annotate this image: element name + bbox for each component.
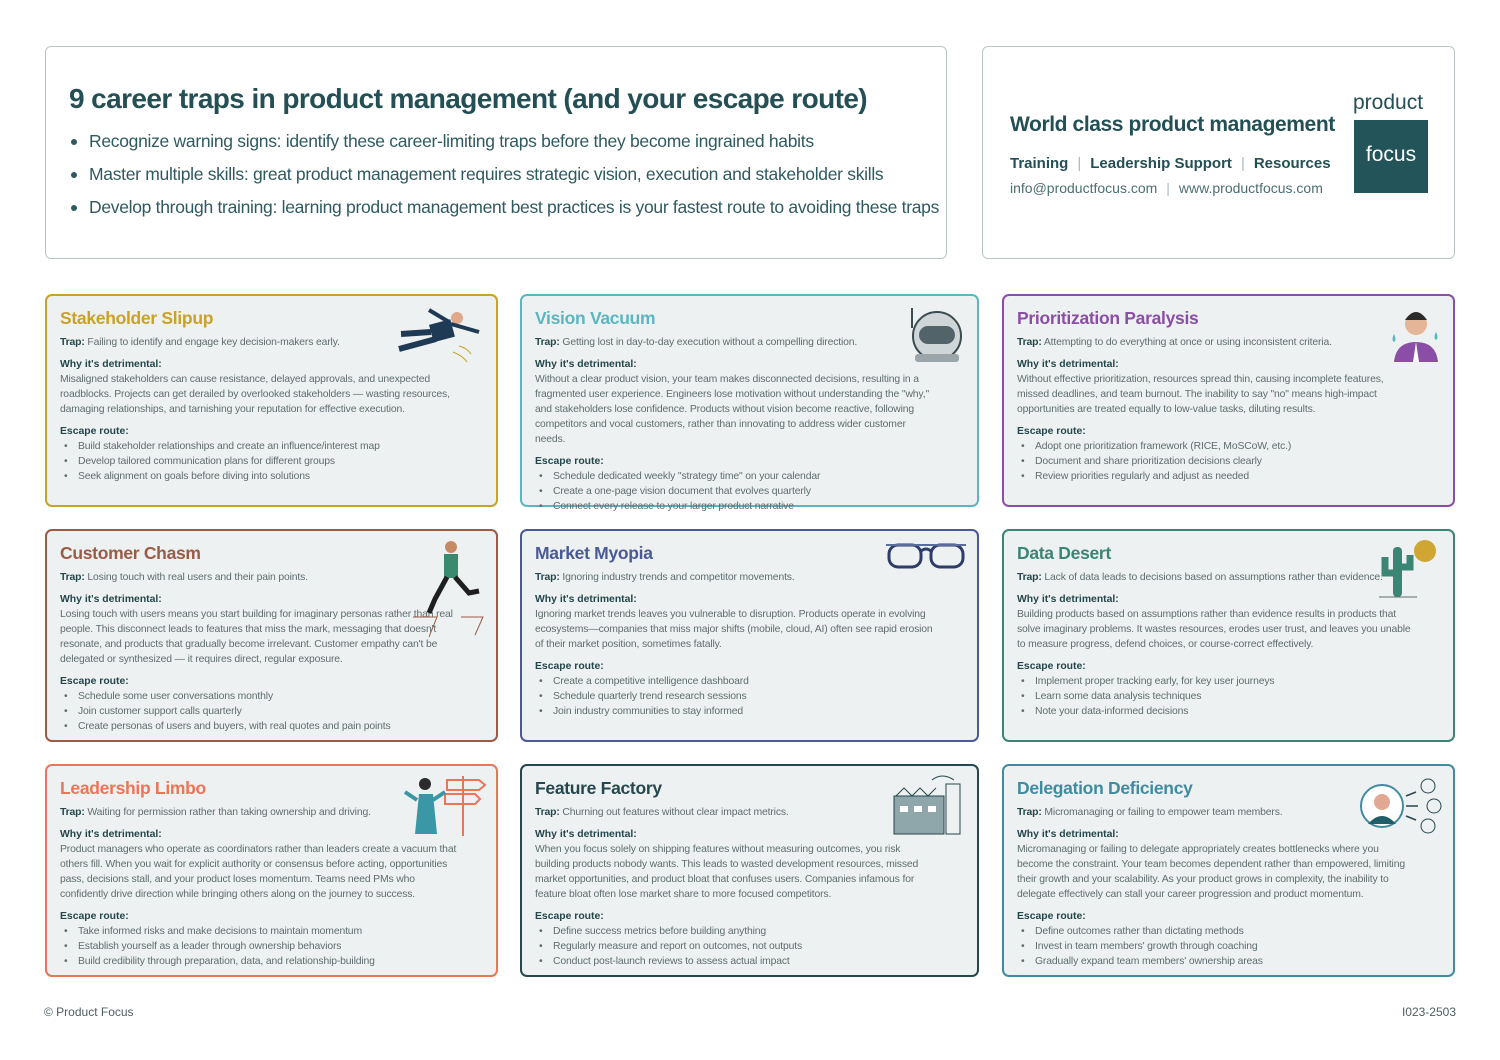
escape-item: • Define success metrics before building anything (535, 924, 977, 939)
trap-label: Trap: (535, 337, 560, 348)
brand-tagline: World class product management (1010, 113, 1335, 136)
cactus-icon (1373, 539, 1443, 604)
document-code: I023-2503 (1401, 1005, 1456, 1019)
why-text: Without a clear product vision, your team makes disconnected decisions, resulting in a fragmented user experience. Engineers lose motivation without understanding the "why," and stakeholders lose confidence. Products without vision become reactive, following competitors and vocal customers, rather than innovating to address wider customer needs. (535, 374, 929, 445)
link-leadership-support[interactable]: Leadership Support (1090, 155, 1232, 172)
escape-list (60, 689, 496, 734)
trap-text: Micromanaging or failing to empower team members. (1044, 807, 1283, 818)
card-title: Vision Vacuum (535, 308, 656, 328)
escape-item: • Connect every release to your larger product narrative (535, 499, 977, 514)
trap-text: Ignoring industry trends and competitor movements. (562, 572, 795, 583)
escape-item: • Regularly measure and report on outcomes, not outputs (535, 939, 977, 954)
escape-list (60, 439, 496, 484)
trap-text: Churning out features without clear impact metrics. (562, 807, 789, 818)
why-text: Micromanaging or failing to delegate appropriately creates bottlenecks where you become the constraint. Your team becomes dependent rather than empowered, limiting their growth and your scalability. As your product grows in complexity, the inability to delegate effectively can stall your career progression and product momentum. (1017, 844, 1405, 900)
card-title: Stakeholder Slipup (60, 308, 214, 328)
why-label: Why it's detrimental: (1017, 829, 1119, 840)
trap-card (520, 764, 979, 977)
escape-label: Escape route: (60, 676, 129, 687)
trap-card (1002, 529, 1455, 742)
escape-item: • Seek alignment on goals before diving into solutions (60, 469, 496, 484)
header-bullet: Develop through training: learning product management best practices is your fastest route to avoiding these traps (69, 191, 946, 224)
why-label: Why it's detrimental: (535, 829, 637, 840)
escape-list (1017, 924, 1453, 969)
trap-label: Trap: (535, 807, 560, 818)
escape-label: Escape route: (60, 426, 129, 437)
escape-list (535, 469, 977, 514)
escape-label: Escape route: (1017, 426, 1086, 437)
escape-label: Escape route: (535, 456, 604, 467)
escape-item: • Join customer support calls quarterly (60, 704, 496, 719)
why-label: Why it's detrimental: (60, 829, 162, 840)
escape-label: Escape route: (535, 661, 604, 672)
trap-label: Trap: (535, 572, 560, 583)
leaping-person-icon (411, 539, 486, 644)
trap-card (45, 529, 498, 742)
why-text: Misaligned stakeholders can cause resistance, delayed approvals, and unexpected roadblocks. Projects can get derailed by overlooked stakeholders — wasting resources, damaging relationships, and tarnishing your reputation for effective execution. (60, 374, 450, 415)
falling-man-icon (391, 304, 486, 369)
header-bullets (69, 125, 946, 224)
link-resources[interactable]: Resources (1253, 155, 1331, 172)
escape-item: • Build credibility through preparation, data, and relationship-building (60, 954, 496, 969)
link-training[interactable]: Training (1010, 155, 1069, 172)
trap-card (520, 529, 979, 742)
escape-item: • Create personas of users and buyers, with real quotes and pain points (60, 719, 496, 734)
logo-text-product: product (1353, 91, 1424, 114)
escape-item: • Adopt one prioritization framework (RICE, MoSCoW, etc.) (1017, 439, 1453, 454)
escape-list (535, 924, 977, 969)
page-title: 9 career traps in product management (and your escape route) (69, 83, 868, 114)
card-title: Delegation Deficiency (1017, 778, 1193, 798)
card-title: Prioritization Paralysis (1017, 308, 1199, 328)
trap-text: Attempting to do everything at once or using inconsistent criteria. (1043, 337, 1332, 348)
escape-list (1017, 439, 1453, 484)
glasses-icon (885, 539, 967, 578)
escape-item: • Implement proper tracking early, for key user journeys (1017, 674, 1453, 689)
trap-label: Trap: (1017, 337, 1042, 348)
why-label: Why it's detrimental: (535, 359, 637, 370)
why-label: Why it's detrimental: (535, 594, 637, 605)
card-title: Feature Factory (535, 778, 662, 798)
why-label: Why it's detrimental: (1017, 594, 1119, 605)
escape-item: • Create a one-page vision document that evolves quarterly (535, 484, 977, 499)
trap-text: Failing to identify and engage key decision-makers early. (87, 337, 340, 348)
escape-item: • Schedule quarterly trend research sessions (535, 689, 977, 704)
escape-list (60, 924, 496, 969)
why-label: Why it's detrimental: (1017, 359, 1119, 370)
trap-text: Waiting for permission rather than taking ownership and driving. (87, 807, 371, 818)
escape-item: • Join industry communities to stay informed (535, 704, 977, 719)
escape-item: • Review priorities regularly and adjust as needed (1017, 469, 1453, 484)
card-title: Data Desert (1017, 543, 1111, 563)
trap-text: Losing touch with real users and their pain points. (87, 572, 308, 583)
delegating-manager-icon (1358, 774, 1443, 841)
stressed-person-icon (1388, 304, 1443, 369)
copyright: © Product Focus (44, 1005, 134, 1019)
trap-card (520, 294, 979, 512)
trap-label: Trap: (1017, 807, 1042, 818)
escape-item: • Define outcomes rather than dictating methods (1017, 924, 1453, 939)
trap-text: Lack of data leads to decisions based on assumptions rather than evidence. (1044, 572, 1383, 583)
trap-card (1002, 294, 1455, 507)
trap-label: Trap: (60, 807, 85, 818)
brand-contact: info@productfocus.com | www.productfocus.com (1010, 180, 1323, 196)
card-title: Customer Chasm (60, 543, 201, 563)
escape-item: • Schedule some user conversations monthly (60, 689, 496, 704)
escape-label: Escape route: (1017, 661, 1086, 672)
trap-card (1002, 764, 1455, 977)
why-label: Why it's detrimental: (60, 594, 162, 605)
trap-label: Trap: (60, 337, 85, 348)
escape-label: Escape route: (1017, 911, 1086, 922)
why-text: Product managers who operate as coordinators rather than leaders create a vacuum that others fill. When you wait for explicit authority or consensus before acting, opportunities pass, decisions stall, and your product loses momentum. Teams need PMs who confidently drive direction while bringing others along on the journey to success. (60, 844, 457, 900)
why-text: Losing touch with users means you start building for imaginary personas rather than real people. This disconnect leads to features that miss the mark, messaging that doesn't resonate, and products that gradually become irrelevant. Customer empathy can't be delegated or synthesized — it requires direct, regular exposure. (60, 609, 453, 665)
escape-item: • Establish yourself as a leader through ownership behaviors (60, 939, 496, 954)
escape-item: • Schedule dedicated weekly "strategy time" on your calendar (535, 469, 977, 484)
why-text: Without effective prioritization, resources spread thin, causing incomplete features, missed deadlines, and team burnout. The inability to say "no" means high-impact opportunities are treated equally to low-value tasks, diluting results. (1017, 374, 1384, 415)
escape-item: • Document and share prioritization decisions clearly (1017, 454, 1453, 469)
astronaut-helmet-icon (907, 304, 967, 369)
escape-item: • Invest in team members' growth through coaching (1017, 939, 1453, 954)
escape-label: Escape route: (60, 911, 129, 922)
card-title: Leadership Limbo (60, 778, 206, 798)
header-bullet: Recognize warning signs: identify these career-limiting traps before they become ingrained habits (69, 125, 946, 158)
why-text: When you focus solely on shipping features without measuring outcomes, you risk building products nobody wants. This leads to wasted development resources, missed market opportunities, and product bloat that confuses users. Companies infamous for feature bloat often lose market share to more focused competitors. (535, 844, 919, 900)
why-label: Why it's detrimental: (60, 359, 162, 370)
header-bullet: Master multiple skills: great product management requires strategic vision, execution and stakeholder skills (69, 158, 946, 191)
why-text: Ignoring market trends leaves you vulnerable to disruption. Products operate in evolving ecosystems—companies that miss major shifts (mobile, cloud, AI) often see rapid erosion of their market position, sometimes fatally. (535, 609, 933, 650)
website-link[interactable]: www.productfocus.com (1178, 180, 1323, 196)
factory-icon (892, 774, 967, 841)
escape-item: • Gradually expand team members' ownership areas (1017, 954, 1453, 969)
escape-item: • Create a competitive intelligence dashboard (535, 674, 977, 689)
brand-links: Training | Leadership Support | Resources (1010, 155, 1331, 172)
header-panel (45, 46, 947, 259)
escape-list (535, 674, 977, 719)
trap-text: Getting lost in day-to-day execution without a compelling direction. (562, 337, 858, 348)
escape-item: • Take informed risks and make decisions to maintain momentum (60, 924, 496, 939)
escape-item: • Learn some data analysis techniques (1017, 689, 1453, 704)
signpost-person-icon (401, 774, 486, 844)
trap-card (45, 294, 498, 507)
brand-panel (982, 46, 1455, 259)
escape-item: • Develop tailored communication plans for different groups (60, 454, 496, 469)
email-link[interactable]: info@productfocus.com (1010, 180, 1158, 196)
card-title: Market Myopia (535, 543, 653, 563)
escape-list (1017, 674, 1453, 719)
why-text: Building products based on assumptions rather than evidence results in products that solve imaginary problems. It wastes resources, erodes user trust, and leaves you unable to measure progress, defend choices, or course-correct effectively. (1017, 609, 1411, 650)
trap-card (45, 764, 498, 977)
escape-item: • Conduct post-launch reviews to assess actual impact (535, 954, 977, 969)
trap-label: Trap: (1017, 572, 1042, 583)
escape-item: • Note your data-informed decisions (1017, 704, 1453, 719)
logo-box: focus (1354, 120, 1428, 193)
trap-label: Trap: (60, 572, 85, 583)
escape-item: • Build stakeholder relationships and create an influence/interest map (60, 439, 496, 454)
escape-label: Escape route: (535, 911, 604, 922)
